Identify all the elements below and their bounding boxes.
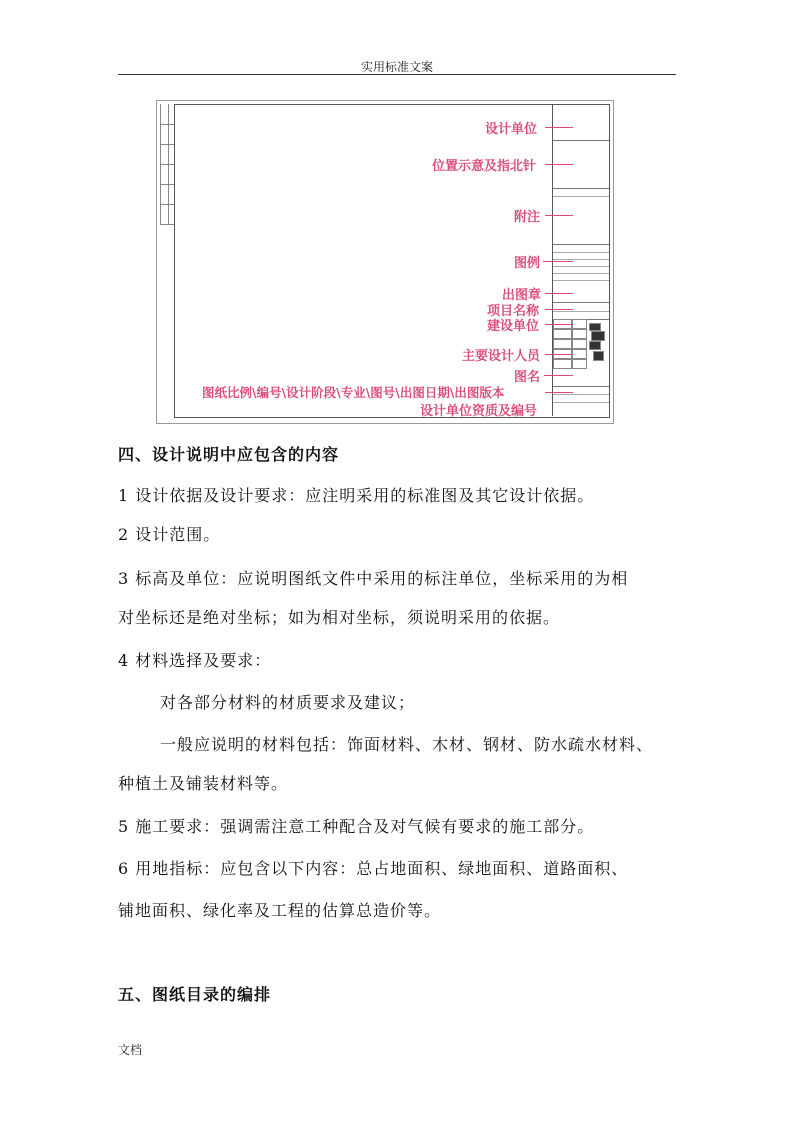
callout-client: 建设单位	[487, 319, 540, 334]
title-block-divider	[553, 244, 609, 245]
title-block-divider	[553, 394, 609, 395]
callout-leader	[545, 354, 573, 355]
paragraph-line: 一般应说明的材料包括：饰面材料、木材、钢材、防水疏水材料、	[160, 735, 654, 754]
section-heading: 五、图纸目录的编排	[118, 985, 272, 1004]
title-block-divider	[553, 386, 609, 387]
paragraph-line: 5 施工要求：强调需注意工种配合及对气候有要求的施工部分。	[118, 817, 595, 836]
title-block-bottom-strip	[542, 418, 608, 424]
title-block-signature-grid	[553, 319, 609, 379]
binding-rows	[160, 104, 174, 224]
callout-main-designers: 主要设计人员	[462, 349, 541, 364]
callout-drawing-name: 图名	[514, 370, 541, 385]
paragraph-line: 2 设计范围。	[118, 525, 221, 544]
title-block-divider	[553, 266, 609, 267]
callout-issue-stamp: 出图章	[502, 288, 542, 303]
callout-leader	[545, 392, 573, 393]
callout-project-name: 项目名称	[487, 304, 540, 319]
drawing-sheet-figure	[156, 100, 614, 424]
callout-leader	[543, 261, 573, 262]
paragraph-line: 3 标高及单位：应说明图纸文件中采用的标注单位，坐标采用的为相	[118, 569, 629, 588]
title-block-divider	[553, 302, 609, 303]
paragraph-line: 对各部分材料的材质要求及建议；	[160, 693, 416, 712]
callout-leader	[544, 375, 573, 376]
title-block-column	[552, 104, 609, 416]
callout-design-unit: 设计单位	[485, 122, 538, 137]
paragraph-line: 6 用地指标：应包含以下内容：总占地面积、绿地面积、道路面积、	[118, 859, 629, 878]
page-header-title: 实用标准文案	[360, 60, 433, 74]
callout-scale-number-stage: 图纸比例\编号\设计阶段\专业\图号\出图日期\出图版本	[202, 385, 505, 400]
callout-leader	[545, 324, 573, 325]
title-block-divider	[553, 259, 609, 260]
paragraph-line: 4 材料选择及要求：	[118, 651, 272, 670]
page-footer: 文档	[118, 1043, 143, 1057]
title-block-divider	[553, 196, 609, 197]
title-block-divider	[553, 188, 609, 189]
title-block-divider	[553, 273, 609, 274]
callout-notes: 附注	[514, 210, 541, 225]
callout-leader	[545, 309, 573, 310]
paragraph-line: 种植土及铺装材料等。	[118, 774, 289, 793]
callout-leader	[545, 293, 573, 294]
paragraph-line: 铺地面积、绿化率及工程的估算总造价等。	[118, 901, 442, 920]
paragraph-line: 对坐标还是绝对坐标；如为相对坐标，须说明采用的依据。	[118, 608, 561, 627]
header-rule	[118, 74, 676, 75]
callout-leader	[545, 215, 573, 216]
callout-leader	[545, 164, 573, 165]
callout-leader	[545, 127, 573, 128]
paragraph-line: 1 设计依据及设计要求：应注明采用的标准图及其它设计依据。	[118, 486, 595, 505]
callout-legend: 图例	[514, 256, 541, 271]
title-block-divider	[553, 140, 609, 141]
binding-margin-table	[160, 104, 174, 416]
callout-qualification: 设计单位资质及编号	[420, 404, 538, 419]
title-block-divider	[553, 311, 609, 312]
title-block-divider	[553, 280, 609, 281]
title-block-divider	[553, 402, 609, 403]
callout-location-north: 位置示意及指北针	[432, 159, 537, 174]
section-heading: 四、设计说明中应包含的内容	[118, 445, 340, 464]
title-block-divider	[553, 252, 609, 253]
